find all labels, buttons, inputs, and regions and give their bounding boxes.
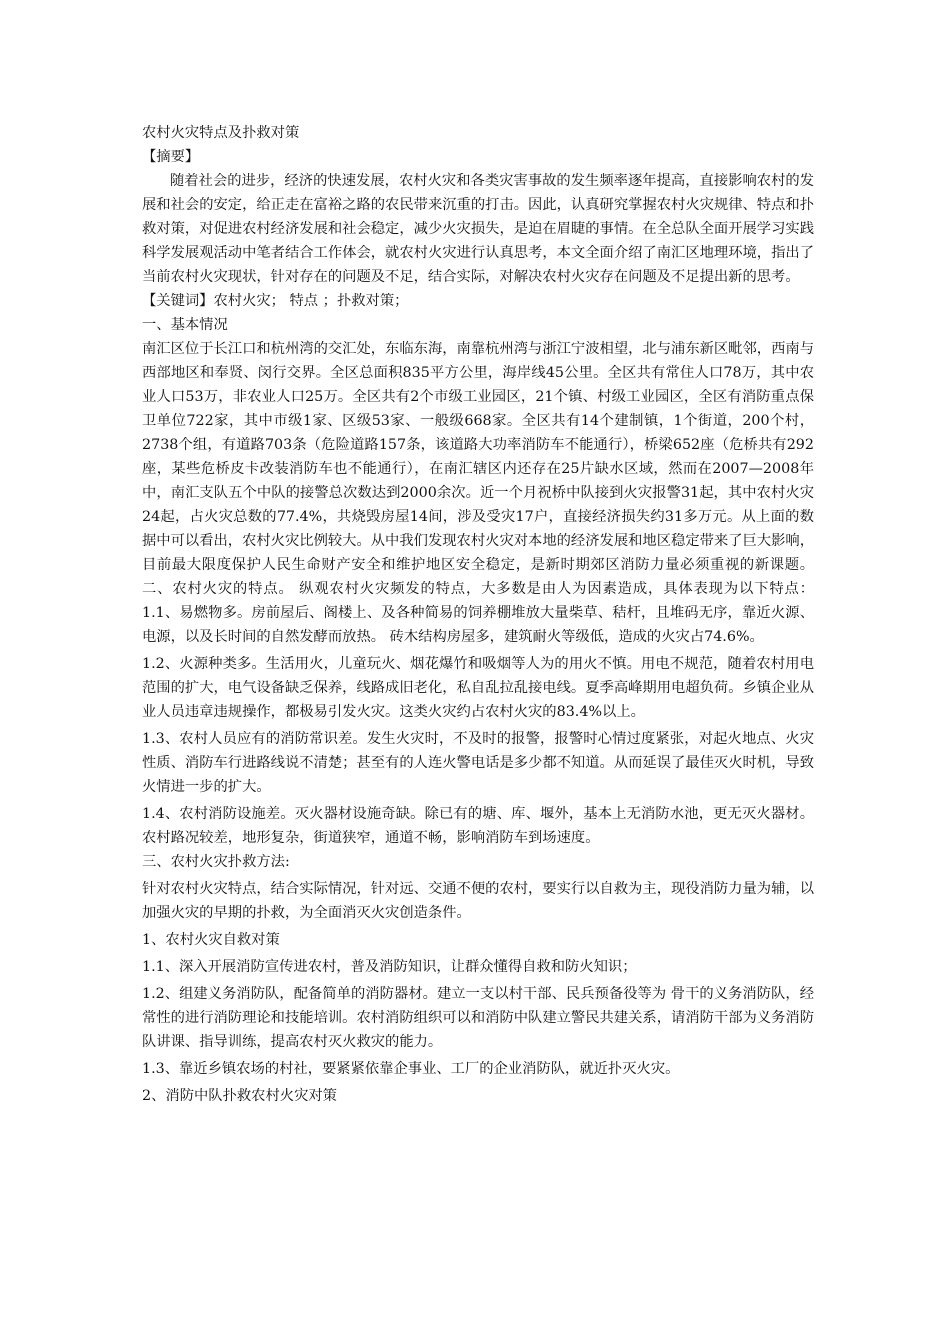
subsection-heading-self-rescue: 1、农村火灾自救对策 xyxy=(142,932,280,948)
basic-info-paragraph: 南汇区位于长江口和杭州湾的交汇处，东临东海，南靠杭州湾与浙江宁波相望，北与浦东新区毗邻，西南与西部地区和奉贤、闵行交界。全区总面积835平方公里，海岸线45公里。全区共有常住人口78万，其中农业人口53万，非农业人口25万。全区共有2个市级工业园区，21个镇、村级工业园区，全区有消防重点保卫单位722家，其中市级1家、区级53家、一般级668家。全区共有14个建制镇，1个街道，200个村，2738个组，有道路703条（危险道路157条，该道路大功率消防车不能通行），桥梁652座（危桥共有292座，某些危桥皮卡改装消防车也不能通行），在南汇辖区内还存在25片缺水区域，然而在2007—2008年中，南汇支队五个中队的接警总次数达到2000余次。近一个月祝桥中队接到火灾报警31起，其中农村火灾24起，占火灾总数的77.4%，共烧毁房屋14间，涉及受灾17户，直接经济损失约31多万元。从上面的数据中可以看出，农村火灾比例较大。从中我们发现农村火灾对本地的经济发展和地区稳定带来了巨大影响，目前最大限度保护人民生命财产安全和维护地区安全稳定，是新时期郊区消防力量必须重视的新课题。 二、农村火灾的特点。 纵观农村火灾频发的特点，大多数是由人为因素造成，具体表现为以下特点： 1.1、易燃物多。房前屋后、阁楼上、及各种简易的饲养棚堆放大量柴草、秸杆，且堆码无序，靠近火源、电源，以及长时间的自然发酵而放热。 砖木结构房屋多，建筑耐火等级低，造成的火灾占74.6%。 xyxy=(142,341,814,645)
abstract-heading: 【摘要】 xyxy=(142,149,200,165)
rescue-intro-paragraph: 针对农村火灾特点，结合实际情况，针对远、交通不便的农村，要实行以自救为主，现役消防力量为辅，以加强火灾的早期的扑救，为全面消灭火灾创造条件。 xyxy=(142,881,814,921)
document-body xyxy=(142,121,814,1108)
point-1-2-paragraph: 1.2、火源种类多。生活用火，儿童玩火、烟花爆竹和吸烟等人为的用火不慎。用电不规范，随着农村用电范围的扩大，电气设备缺乏保养，线路成旧老化，私自乱拉乱接电线。夏季高峰期用电超负荷。乡镇企业从业人员违章违规操作，都极易引发火灾。这类火灾约占农村火灾的83.4%以上。 xyxy=(142,656,814,720)
section-heading-rescue-methods: 三、农村火灾扑救方法: xyxy=(142,854,290,870)
subsection-heading-fire-station: 2、消防中队扑救农村火灾对策 xyxy=(142,1088,337,1104)
self-rescue-item-1-1: 1.1、深入开展消防宣传进农村，普及消防知识，让群众懂得自救和防火知识； xyxy=(142,959,637,975)
abstract-paragraph: 随着社会的进步，经济的快速发展，农村火灾和各类灾害事故的发生频率逐年提高，直接影响农村的发展和社会的安定，给正走在富裕之路的农民带来沉重的打击。因此，认真研究掌握农村火灾规律、特点和扑救对策，对促进农村经济发展和社会稳定，减少火灾损失，是迫在眉睫的事情。在全总队全面开展学习实践科学发展观活动中笔者结合工作体会，就农村火灾进行认真思考，本文全面介绍了南汇区地理环境，指出了当前农村火灾现状，针对存在的问题及不足，结合实际，对解决农村火灾存在问题及不足提出新的思考。 xyxy=(142,173,814,285)
document-title: 农村火灾特点及扑救对策 xyxy=(142,125,300,141)
self-rescue-item-1-3: 1.3、靠近乡镇农场的村社，要紧紧依靠企事业、工厂的企业消防队，就近扑灭火灾。 xyxy=(142,1061,680,1077)
point-1-3-paragraph: 1.3、农村人员应有的消防常识差。发生火灾时，不及时的报警，报警时心情过度紧张，对起火地点、火灾性质、消防车行进路线说不清楚；甚至有的人连火警电话是多少都不知道。从而延误了最佳灭火时机，导致火情进一步的扩大。 xyxy=(142,731,814,795)
keywords-line: 【关键词】农村火灾； 特点 ；扑救对策； xyxy=(142,293,409,309)
section-heading-basic-info: 一、基本情况 xyxy=(142,317,228,333)
self-rescue-item-1-2: 1.2、组建义务消防队，配备简单的消防器材。建立一支以村干部、民兵预备役等为 骨干的义务消防队，经常性的进行消防理论和技能培训。农村消防组织可以和消防中队建立警民共建关系，请消防干部为义务消防队讲课、指导训练，提高农村灭火救灾的能力。 xyxy=(142,986,814,1050)
point-1-4-paragraph: 1.4、农村消防设施差。灭火器材设施奇缺。除已有的塘、库、堰外，基本上无消防水池，更无灭火器材。农村路况较差，地形复杂，街道狭窄，通道不畅，影响消防车到场速度。 xyxy=(142,806,814,846)
